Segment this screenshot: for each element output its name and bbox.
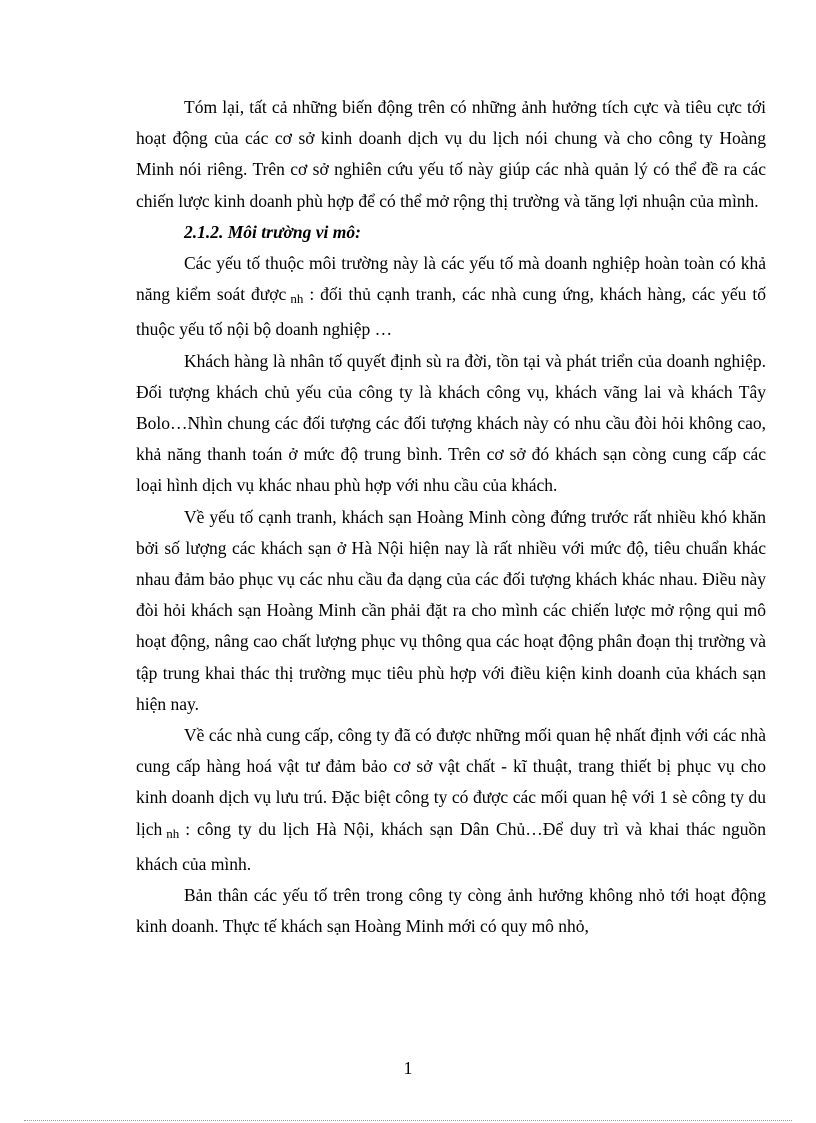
paragraph-micro-environment <box>136 248 766 346</box>
paragraph-competition: Về yếu tố cạnh tranh, khách sạn Hoàng Minh còng đứng trước rất nhiều khó khăn bởi số lượng các khách sạn ở Hà Nội hiện nay là rất nhiều với mức độ, tiêu chuẩn khác nhau đảm bảo phục vụ các nhu cầu đa dạng của các đối tượng khách khác nhau. Điều này đòi hỏi khách sạn Hoàng Minh cần phải đặt ra cho mình các chiến lược mở rộng qui mô hoạt động, nâng cao chất lượng phục vụ thông qua các hoạt động phân đoạn thị trường và tập trung khai thác thị trường mục tiêu phù hợp với điều kiện kinh doanh của khách sạn hiện nay. <box>136 506 766 714</box>
paragraph-suppliers <box>136 720 766 880</box>
document-body <box>136 92 766 942</box>
inline-fragment: nh <box>290 291 304 307</box>
paragraph-customers: Khách hàng là nhân tố quyết định sù ra đời, tồn tại và phát triển của doanh nghiệp. Đối tượng khách chủ yếu của công ty là khách công vụ, khách vãng lai và khách Tây Bolo…Nhìn chung các đối tượng các đối tượng khách này có nhu cầu đòi hỏi không cao, khả năng thanh toán ở mức độ trung bình. Trên cơ sở đó khách sạn còng cung cấp các loại hình dịch vụ khác nhau phù hợp với nhu cầu của khách. <box>136 350 766 496</box>
paragraph-text-before: Về các nhà cung cấp, công ty đã có được những mối quan hệ nhất định với các nhà cung cấp hàng hoá vật tư đảm bảo cơ sở vật chất - kĩ thuật, trang thiết bị phục vụ cho kinh doanh dịch vụ lưu trú. Đặc biệt công ty có được các mối quan hệ với 1 sè công ty du lịch <box>136 725 766 839</box>
paragraph-summary: Tóm lại, tất cả những biến động trên có những ảnh hưởng tích cực và tiêu cực tới hoạt động của các cơ sở kinh doanh dịch vụ du lịch nói chung và cho công ty Hoàng Minh nói riêng. Trên cơ sở nghiên cứu yếu tố này giúp các nhà quản lý có thể đề ra các chiến lược kinh doanh phù hợp để có thể mở rộng thị trường và tăng lợi nhuận của mình. <box>136 97 766 211</box>
paragraph-text-after: : đối thủ cạnh tranh, các nhà cung ứng, khách hàng, các yếu tố thuộc yếu tố nội bộ doanh nghiệp … <box>136 284 766 340</box>
paragraph-text-after: : công ty du lịch Hà Nội, khách sạn Dân Chủ…Để duy trì và khai thác nguồn khách của mình. <box>136 818 766 874</box>
paragraph-internal-factors: Bản thân các yếu tố trên trong công ty còng ảnh hưởng không nhỏ tới hoạt động kinh doanh. Thực tế khách sạn Hoàng Minh mới có quy mô nhỏ, <box>136 885 766 937</box>
paragraph-text-before: Các yếu tố thuộc môi trường này là các yếu tố mà doanh nghiệp hoàn toàn có khả năng kiểm soát được <box>136 253 766 305</box>
section-heading: 2.1.2. Môi trường vi mô: <box>184 221 361 242</box>
page-bottom-divider <box>24 1120 792 1121</box>
page-number: 1 <box>403 1058 413 1078</box>
inline-fragment: nh <box>166 825 180 841</box>
